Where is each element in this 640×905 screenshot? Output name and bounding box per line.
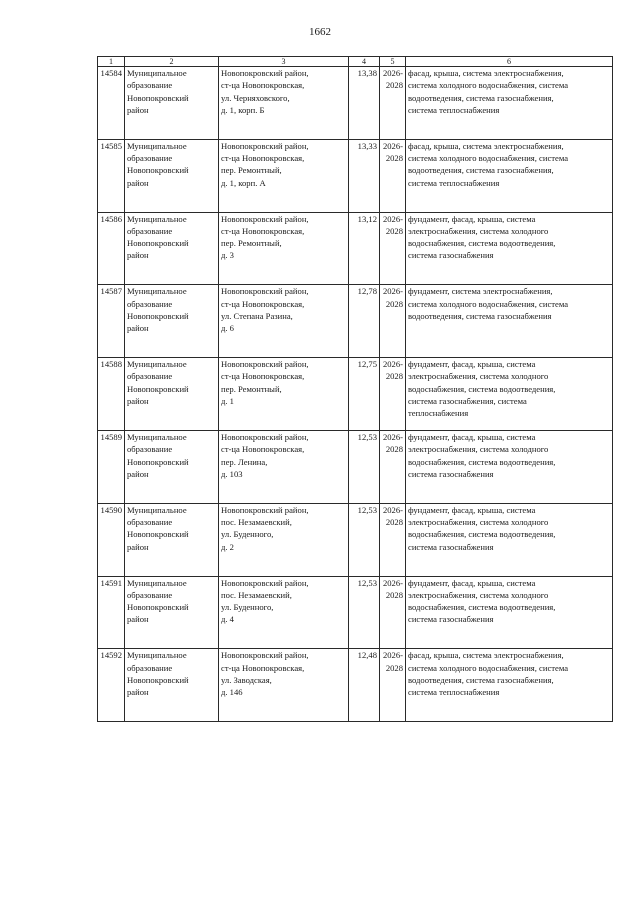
years-line: 2028 xyxy=(385,517,403,528)
cell-record-number: 14587 xyxy=(98,285,125,358)
address-line: ст-ца Новопокровская, xyxy=(221,153,305,164)
table-row xyxy=(98,430,613,503)
address-line: ст-ца Новопокровская, xyxy=(221,80,305,91)
cell-area: 12,53 xyxy=(349,576,380,649)
works-line: система газоснабжения xyxy=(408,614,494,625)
municipality-line: образование xyxy=(127,371,173,382)
address-line: пер. Ремонтный, xyxy=(221,165,282,176)
cell-address xyxy=(219,576,349,649)
cell-record-number: 14586 xyxy=(98,212,125,285)
municipality-line: Новопокровский xyxy=(127,310,189,321)
municipality-line: Муниципальное xyxy=(127,213,187,224)
municipality-line: Новопокровский xyxy=(127,602,189,613)
cell-years xyxy=(380,212,406,285)
cell-years xyxy=(380,285,406,358)
works-line: электроснабжения, система холодного xyxy=(408,589,549,600)
cell-address xyxy=(219,212,349,285)
address-line: ст-ца Новопокровская, xyxy=(221,371,305,382)
address-line: д. 1 xyxy=(221,396,234,407)
address-line: д. 146 xyxy=(221,687,243,698)
address-line: Новопокровский район, xyxy=(221,504,309,515)
works-line: фундамент, фасад, крыша, система xyxy=(408,213,536,224)
works-line: система газоснабжения xyxy=(408,250,494,261)
cell-municipality xyxy=(125,285,219,358)
municipality-line: образование xyxy=(127,444,173,455)
column-header: 6 xyxy=(406,57,613,67)
table-row xyxy=(98,503,613,576)
municipality-line: район xyxy=(127,323,149,334)
cell-record-number: 14588 xyxy=(98,358,125,431)
municipality-line: Муниципальное xyxy=(127,504,187,515)
municipality-line: образование xyxy=(127,80,173,91)
municipality-line: район xyxy=(127,104,149,115)
cell-years xyxy=(380,649,406,722)
cell-address xyxy=(219,67,349,140)
years-line: 2026- xyxy=(382,68,403,78)
works-line: система холодного водоснабжения, система xyxy=(408,80,569,91)
municipality-line: Муниципальное xyxy=(127,140,187,151)
cell-municipality xyxy=(125,503,219,576)
years-line: 2028 xyxy=(385,225,403,236)
address-line: д. 1, корп. А xyxy=(221,177,266,188)
table-row xyxy=(98,139,613,212)
years-line: 2028 xyxy=(385,371,403,382)
cell-record-number: 14585 xyxy=(98,139,125,212)
cell-area: 13,33 xyxy=(349,139,380,212)
address-line: д. 1, корп. Б xyxy=(221,104,265,115)
municipality-line: Муниципальное xyxy=(127,577,187,588)
address-line: ул. Черняховского, xyxy=(221,92,290,103)
works-line: система газоснабжения xyxy=(408,468,494,479)
cell-address xyxy=(219,358,349,431)
years-line: 2026- xyxy=(382,431,403,442)
works-line: водоотведения, система газоснабжения, xyxy=(408,165,554,176)
municipality-line: Муниципальное xyxy=(127,359,187,370)
address-line: Новопокровский район, xyxy=(221,68,309,78)
table-row xyxy=(98,212,613,285)
municipality-line: район xyxy=(127,250,149,261)
column-header: 4 xyxy=(349,57,380,67)
cell-municipality xyxy=(125,67,219,140)
address-line: ул. Буденного, xyxy=(221,529,274,540)
address-line: пос. Незамаевский, xyxy=(221,517,292,528)
cell-years xyxy=(380,139,406,212)
cell-works xyxy=(406,503,613,576)
years-line: 2026- xyxy=(382,213,403,224)
table-row xyxy=(98,649,613,722)
municipality-line: Новопокровский xyxy=(127,383,189,394)
address-line: Новопокровский район, xyxy=(221,359,309,370)
years-line: 2026- xyxy=(382,504,403,515)
address-line: Новопокровский район, xyxy=(221,577,309,588)
municipality-line: район xyxy=(127,541,149,552)
works-line: электроснабжения, система холодного xyxy=(408,371,549,382)
municipality-line: образование xyxy=(127,153,173,164)
cell-area: 13,12 xyxy=(349,212,380,285)
cell-record-number: 14592 xyxy=(98,649,125,722)
municipality-line: образование xyxy=(127,589,173,600)
cell-address xyxy=(219,285,349,358)
cell-works xyxy=(406,285,613,358)
address-line: д. 6 xyxy=(221,323,234,334)
works-line: фундамент, фасад, крыша, система xyxy=(408,431,536,442)
cell-area: 13,38 xyxy=(349,67,380,140)
cell-municipality xyxy=(125,358,219,431)
works-line: система холодного водоснабжения, система xyxy=(408,298,569,309)
cell-area: 12,53 xyxy=(349,503,380,576)
address-line: пос. Незамаевский, xyxy=(221,589,292,600)
works-line: водоснабжения, система водоотведения, xyxy=(408,238,556,249)
registry-table xyxy=(97,56,613,722)
works-line: система теплоснабжения xyxy=(408,687,500,698)
table-row xyxy=(98,358,613,431)
municipality-line: район xyxy=(127,614,149,625)
works-line: фасад, крыша, система электроснабжения, xyxy=(408,650,564,661)
works-line: водоснабжения, система водоотведения, xyxy=(408,529,556,540)
municipality-line: Новопокровский xyxy=(127,238,189,249)
cell-years xyxy=(380,430,406,503)
municipality-line: Муниципальное xyxy=(127,650,187,661)
address-line: ст-ца Новопокровская, xyxy=(221,225,305,236)
works-line: фундамент, фасад, крыша, система xyxy=(408,577,536,588)
cell-years xyxy=(380,576,406,649)
address-line: ст-ца Новопокровская, xyxy=(221,662,305,673)
years-line: 2026- xyxy=(382,140,403,151)
years-line: 2028 xyxy=(385,298,403,309)
years-line: 2028 xyxy=(385,662,403,673)
cell-municipality xyxy=(125,576,219,649)
works-line: система газоснабжения, система xyxy=(408,396,527,407)
cell-record-number: 14584 xyxy=(98,67,125,140)
municipality-line: образование xyxy=(127,517,173,528)
cell-record-number: 14590 xyxy=(98,503,125,576)
years-line: 2026- xyxy=(382,359,403,370)
works-line: фасад, крыша, система электроснабжения, xyxy=(408,68,564,78)
municipality-line: район xyxy=(127,468,149,479)
municipality-line: район xyxy=(127,687,149,698)
address-line: ст-ца Новопокровская, xyxy=(221,444,305,455)
cell-works xyxy=(406,649,613,722)
municipality-line: район xyxy=(127,177,149,188)
cell-address xyxy=(219,430,349,503)
cell-years xyxy=(380,67,406,140)
works-line: система теплоснабжения xyxy=(408,177,500,188)
works-line: электроснабжения, система холодного xyxy=(408,225,549,236)
works-line: водоснабжения, система водоотведения, xyxy=(408,383,556,394)
address-line: пер. Ремонтный, xyxy=(221,383,282,394)
table-row xyxy=(98,67,613,140)
cell-municipality xyxy=(125,139,219,212)
address-line: Новопокровский район, xyxy=(221,650,309,661)
works-line: фундамент, система электроснабжения, xyxy=(408,286,553,297)
cell-area: 12,75 xyxy=(349,358,380,431)
address-line: ст-ца Новопокровская, xyxy=(221,298,305,309)
works-line: система холодного водоснабжения, система xyxy=(408,662,569,673)
municipality-line: Новопокровский xyxy=(127,674,189,685)
address-line: д. 3 xyxy=(221,250,234,261)
cell-works xyxy=(406,212,613,285)
municipality-line: Новопокровский xyxy=(127,165,189,176)
years-line: 2028 xyxy=(385,589,403,600)
cell-works xyxy=(406,576,613,649)
address-line: ул. Заводская, xyxy=(221,674,272,685)
cell-works xyxy=(406,430,613,503)
address-line: Новопокровский район, xyxy=(221,286,309,297)
years-line: 2026- xyxy=(382,286,403,297)
column-header: 5 xyxy=(380,57,406,67)
municipality-line: образование xyxy=(127,662,173,673)
address-line: ул. Буденного, xyxy=(221,602,274,613)
address-line: пер. Ленина, xyxy=(221,456,268,467)
works-line: система теплоснабжения xyxy=(408,104,500,115)
cell-area: 12,48 xyxy=(349,649,380,722)
municipality-line: Муниципальное xyxy=(127,431,187,442)
cell-years xyxy=(380,358,406,431)
works-line: водоснабжения, система водоотведения, xyxy=(408,602,556,613)
cell-years xyxy=(380,503,406,576)
cell-municipality xyxy=(125,649,219,722)
municipality-line: район xyxy=(127,396,149,407)
cell-record-number: 14591 xyxy=(98,576,125,649)
works-line: фундамент, фасад, крыша, система xyxy=(408,359,536,370)
column-header: 2 xyxy=(125,57,219,67)
municipality-line: образование xyxy=(127,225,173,236)
cell-works xyxy=(406,139,613,212)
address-line: пер. Ремонтный, xyxy=(221,238,282,249)
works-line: водоотведения, система газоснабжения, xyxy=(408,674,554,685)
address-line: ул. Степана Разина, xyxy=(221,310,293,321)
address-line: Новопокровский район, xyxy=(221,140,309,151)
municipality-line: Муниципальное xyxy=(127,286,187,297)
municipality-line: Новопокровский xyxy=(127,92,189,103)
works-line: водоотведения, система газоснабжения, xyxy=(408,92,554,103)
address-line: д. 103 xyxy=(221,468,243,479)
cell-municipality xyxy=(125,430,219,503)
cell-address xyxy=(219,649,349,722)
years-line: 2028 xyxy=(385,444,403,455)
municipality-line: Новопокровский xyxy=(127,529,189,540)
municipality-line: Муниципальное xyxy=(127,68,187,78)
cell-area: 12,78 xyxy=(349,285,380,358)
cell-address xyxy=(219,503,349,576)
address-line: Новопокровский район, xyxy=(221,431,309,442)
works-line: фасад, крыша, система электроснабжения, xyxy=(408,140,564,151)
table-row xyxy=(98,576,613,649)
cell-municipality xyxy=(125,212,219,285)
table-row xyxy=(98,285,613,358)
cell-works xyxy=(406,358,613,431)
years-line: 2026- xyxy=(382,577,403,588)
municipality-line: образование xyxy=(127,298,173,309)
years-line: 2028 xyxy=(385,153,403,164)
cell-address xyxy=(219,139,349,212)
works-line: водоснабжения, система водоотведения, xyxy=(408,456,556,467)
works-line: электроснабжения, система холодного xyxy=(408,444,549,455)
cell-works xyxy=(406,67,613,140)
address-line: д. 4 xyxy=(221,614,234,625)
address-line: д. 2 xyxy=(221,541,234,552)
years-line: 2026- xyxy=(382,650,403,661)
works-line: система холодного водоснабжения, система xyxy=(408,153,569,164)
address-line: Новопокровский район, xyxy=(221,213,309,224)
works-line: фундамент, фасад, крыша, система xyxy=(408,504,536,515)
column-header: 3 xyxy=(219,57,349,67)
page-number: 1662 xyxy=(309,26,331,38)
municipality-line: Новопокровский xyxy=(127,456,189,467)
years-line: 2028 xyxy=(385,80,403,91)
works-line: электроснабжения, система холодного xyxy=(408,517,549,528)
cell-record-number: 14589 xyxy=(98,430,125,503)
column-header: 1 xyxy=(98,57,125,67)
works-line: водоотведения, система газоснабжения xyxy=(408,310,552,321)
table-header-row xyxy=(98,57,613,67)
works-line: система газоснабжения xyxy=(408,541,494,552)
cell-area: 12,53 xyxy=(349,430,380,503)
works-line: теплоснабжения xyxy=(408,408,469,419)
